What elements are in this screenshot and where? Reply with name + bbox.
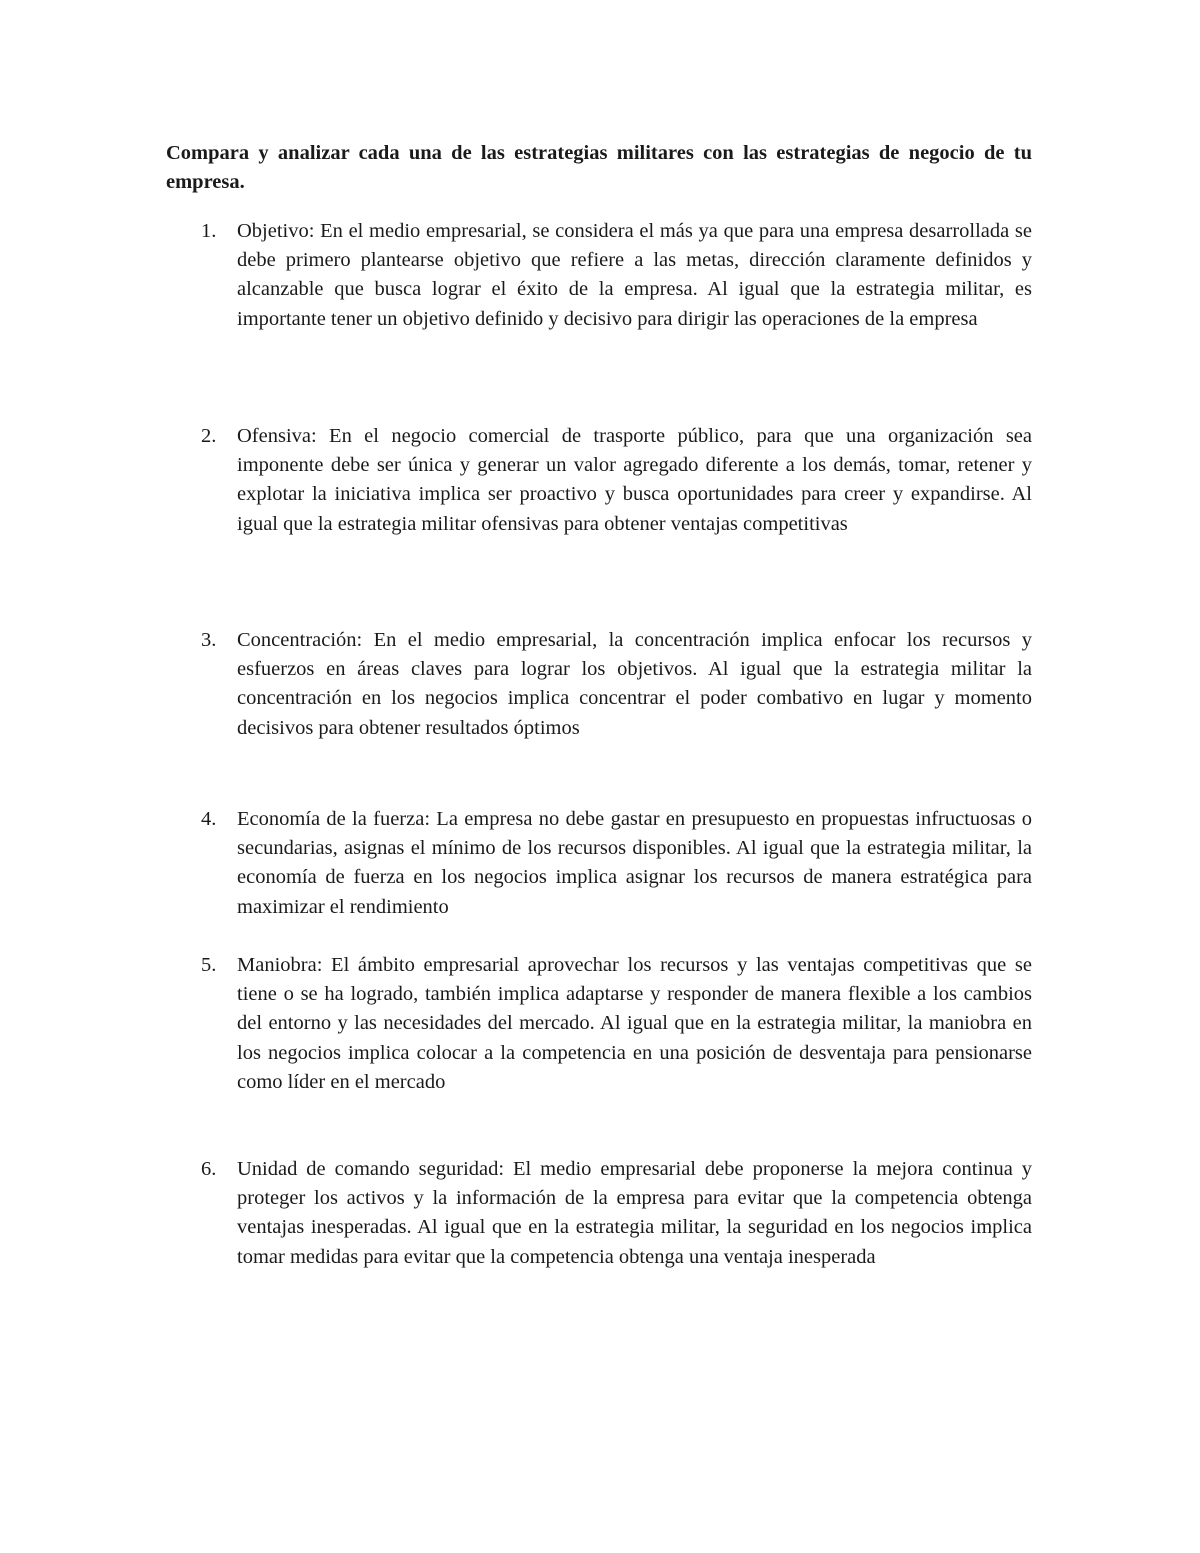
list-item-number: 3. [201,629,217,651]
list-item-text: Objetivo: En el medio empresarial, se considera el más ya que para una empresa desarrollada se debe primero plantearse objetivo que refiere a las metas, dirección claramente definidos y alcanzable que busca lograr el éxito de la empresa. Al igual que la estrategia militar, es importante tener un objetivo definido y decisivo para dirigir las operaciones de la empresa [237,220,1032,330]
list-item-text: Concentración: En el medio empresarial, la concentración implica enfocar los recursos y esfuerzos en áreas claves para lograr los objetivos. Al igual que la estrategia militar la concentración en los negocios implica concentrar el poder combativo en lugar y momento decisivos para obtener resultados óptimos [237,629,1032,739]
list-item [166,422,1032,539]
list-item-number: 5. [201,954,217,976]
list-item [166,1155,1032,1272]
list-item [166,951,1032,1097]
list-item [166,626,1032,743]
list-item-number: 6. [201,1158,217,1180]
list-item-number: 4. [201,808,217,830]
document-heading: Compara y analizar cada una de las estrategias militares con las estrategias de negocio de tu empresa. [166,142,1032,193]
list-item [166,805,1032,922]
list-item [166,217,1032,334]
list-item-text: Economía de la fuerza: La empresa no debe gastar en presupuesto en propuestas infructuosas o secundarias, asignas el mínimo de los recursos disponibles. Al igual que la estrategia militar, la economía de fuerza en los negocios implica asignar los recursos de manera estratégica para maximizar el rendimiento [237,808,1032,918]
list-item-text: Maniobra: El ámbito empresarial aprovechar los recursos y las ventajas competitivas que se tiene o se ha logrado, también implica adaptarse y responder de manera flexible a los cambios del entorno y las necesidades del mercado. Al igual que en la estrategia militar, la maniobra en los negocios implica colocar a la competencia en una posición de desventaja para pensionarse como líder en el mercado [237,954,1032,1093]
list-item-number: 2. [201,425,217,447]
list-item-text: Unidad de comando seguridad: El medio empresarial debe proponerse la mejora continua y proteger los activos y la información de la empresa para evitar que la competencia obtenga ventajas inesperadas. Al igual que en la estrategia militar, la seguridad en los negocios implica tomar medidas para evitar que la competencia obtenga una ventaja inesperada [237,1158,1032,1268]
list-item-text: Ofensiva: En el negocio comercial de trasporte público, para que una organización sea imponente debe ser única y generar un valor agregado diferente a los demás, tomar, retener y explotar la iniciativa implica ser proactivo y busca oportunidades para creer y expandirse. Al igual que la estrategia militar ofensivas para obtener ventajas competitivas [237,425,1032,535]
list-item-number: 1. [201,220,217,242]
